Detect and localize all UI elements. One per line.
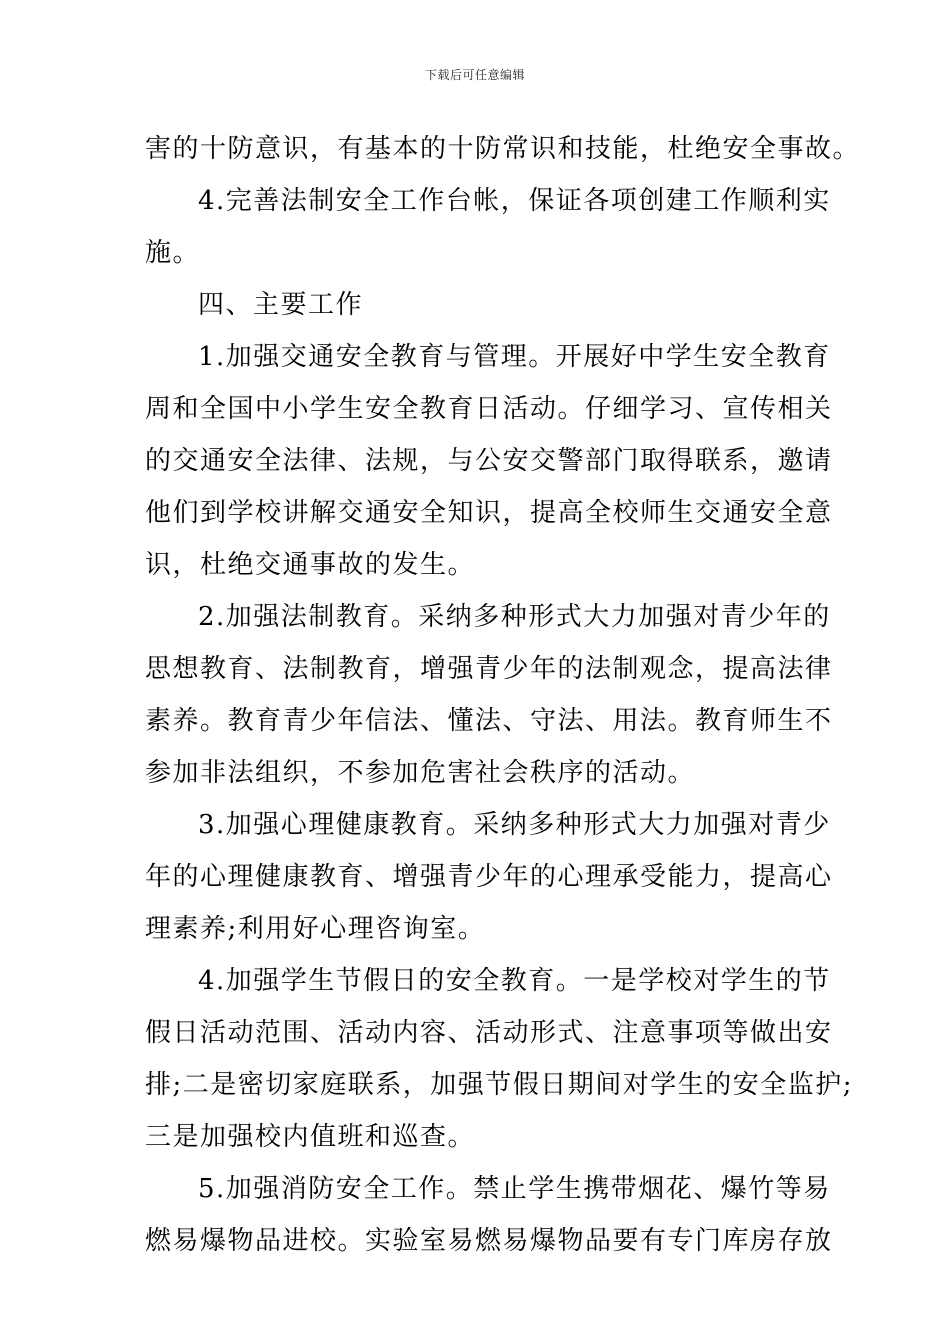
- text-line: 周和全国中小学生安全教育日活动。仔细学习、宣传相关: [145, 394, 833, 424]
- text-line: 他们到学校讲解交通安全知识，提高全校师生交通安全意: [145, 498, 833, 528]
- section-heading: [145, 279, 810, 331]
- paragraph: [145, 591, 833, 799]
- text-line: 4.完善法制安全工作台帐，保证各项创建工作顺利实: [198, 186, 831, 216]
- text-line: 害的十防意识，有基本的十防常识和技能，杜绝安全事故。: [145, 134, 861, 164]
- text-line: 识，杜绝交通事故的发生。: [145, 550, 476, 580]
- text-line: 燃易爆物品进校。实验室易燃易爆物品要有专门库房存放: [145, 1226, 833, 1256]
- paragraph: [145, 799, 833, 955]
- text-line: 四、主要工作: [198, 290, 364, 320]
- text-line: 施。: [145, 238, 201, 268]
- text-line: 假日活动范围、活动内容、活动形式、注意事项等做出安: [145, 1018, 833, 1048]
- text-line: 理素养;利用好心理咨询室。: [145, 914, 486, 944]
- text-line: 年的心理健康教育、增强青少年的心理承受能力，提高心: [145, 862, 833, 892]
- document-body: [145, 123, 861, 1267]
- paragraph: [145, 331, 833, 591]
- paragraph: [145, 955, 854, 1163]
- text-line: 参加非法组织，不参加危害社会秩序的活动。: [145, 758, 696, 788]
- text-line: 4.加强学生节假日的安全教育。一是学校对学生的节: [198, 966, 831, 996]
- text-line: 5.加强消防安全工作。禁止学生携带烟花、爆竹等易: [198, 1174, 831, 1204]
- paragraph: [145, 1163, 833, 1267]
- text-line: 3.加强心理健康教育。采纳多种形式大力加强对青少: [198, 810, 831, 840]
- text-line: 1.加强交通安全教育与管理。开展好中学生安全教育: [198, 342, 831, 372]
- text-line: 排;二是密切家庭联系，加强节假日期间对学生的安全监护;: [145, 1070, 854, 1100]
- header-note: 下载后可任意编辑: [424, 68, 525, 82]
- paragraph: [145, 175, 831, 279]
- paragraph: [145, 123, 861, 175]
- text-line: 三是加强校内值班和巡查。: [145, 1122, 476, 1152]
- text-line: 素养。教育青少年信法、懂法、守法、用法。教育师生不: [145, 706, 833, 736]
- text-line: 的交通安全法律、法规，与公安交警部门取得联系，邀请: [145, 446, 833, 476]
- text-line: 思想教育、法制教育，增强青少年的法制观念，提高法律: [145, 654, 833, 684]
- text-line: 2.加强法制教育。采纳多种形式大力加强对青少年的: [198, 602, 831, 632]
